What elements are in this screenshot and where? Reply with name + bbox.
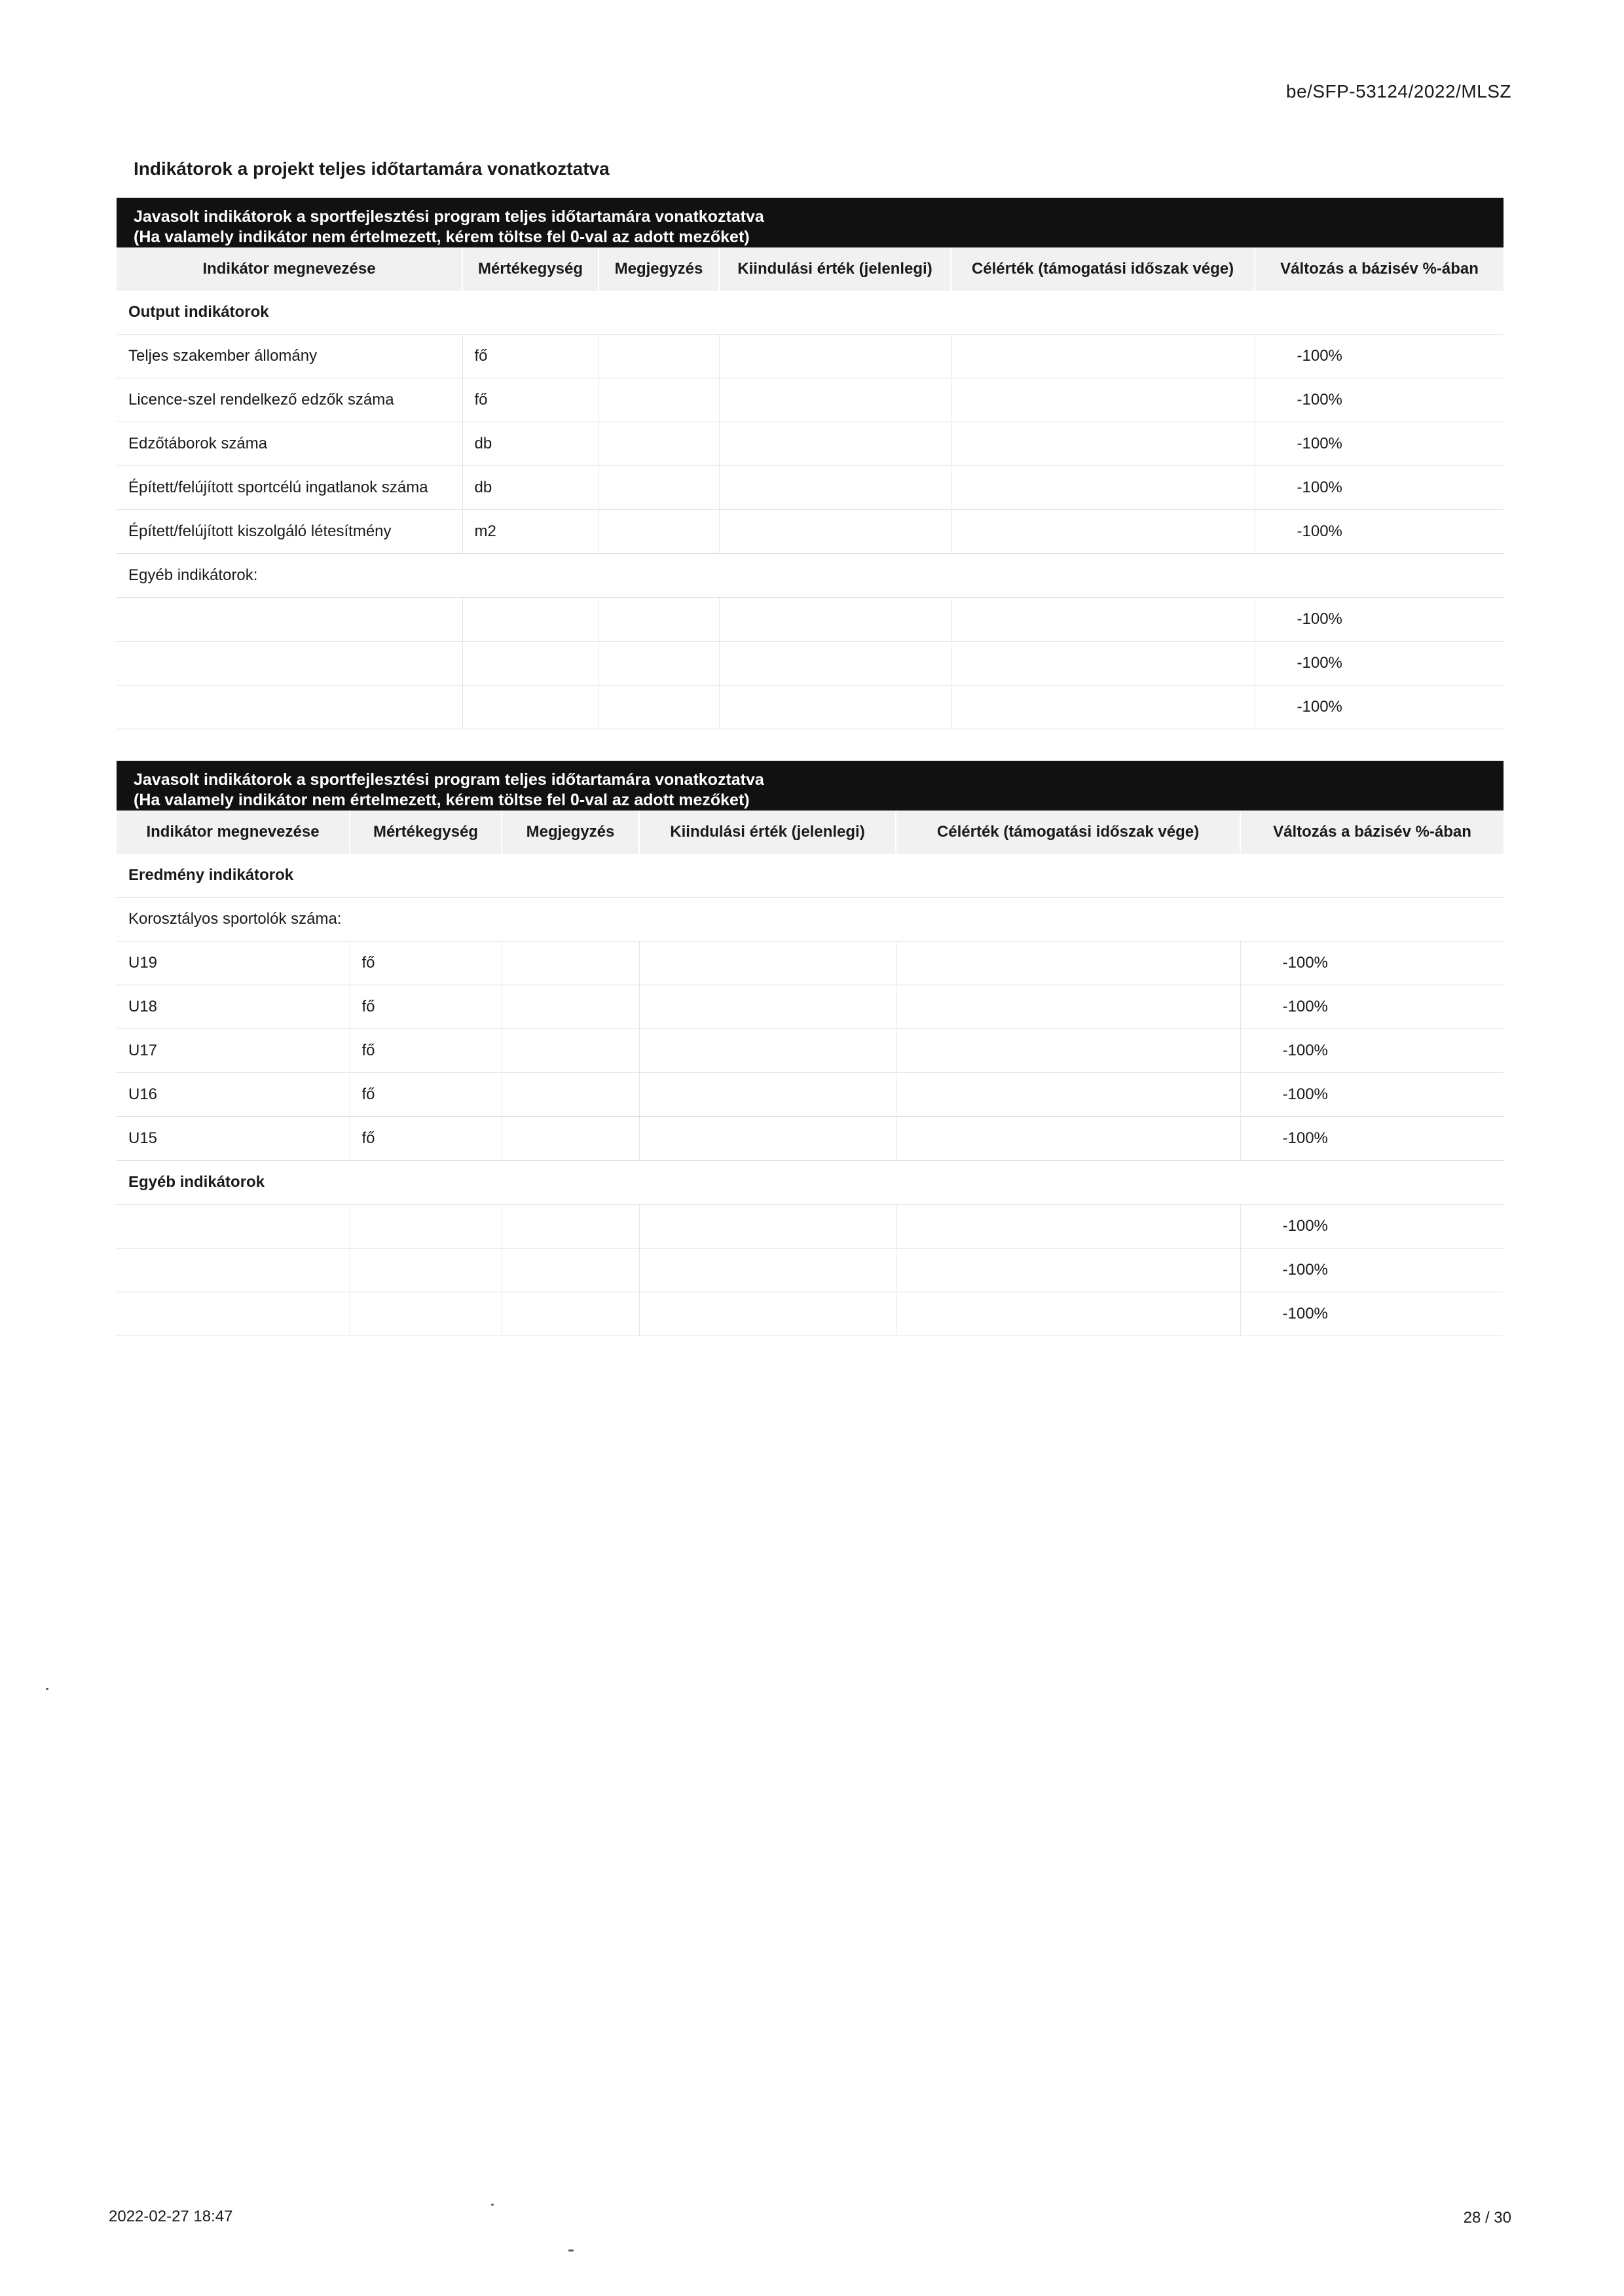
baseline-cell[interactable] — [719, 335, 951, 378]
baseline-cell[interactable] — [719, 422, 951, 466]
footer-page-number: 28 / 30 — [1463, 2209, 1511, 2227]
table-row — [117, 941, 1504, 985]
unit-cell[interactable] — [462, 642, 599, 685]
result-indicators-block — [117, 761, 1504, 1336]
target-cell[interactable] — [951, 466, 1255, 510]
output-indicators-block — [117, 198, 1504, 729]
column-header-row — [117, 811, 1504, 854]
baseline-cell[interactable] — [719, 378, 951, 422]
target-cell[interactable] — [951, 422, 1255, 466]
target-cell[interactable] — [896, 1205, 1240, 1248]
col-note: Megjegyzés — [502, 811, 639, 854]
table-header-banner — [117, 198, 1504, 247]
other-indicators-row — [117, 554, 1504, 598]
indicator-name: Licence-szel rendelkező edzők száma — [117, 378, 462, 422]
change-value: -100% — [1240, 1029, 1504, 1073]
target-cell[interactable] — [896, 1292, 1240, 1336]
page-title: Indikátorok a projekt teljes időtartamára vonatkoztatva — [134, 158, 610, 179]
baseline-cell[interactable] — [639, 1205, 896, 1248]
baseline-cell[interactable] — [639, 985, 896, 1029]
change-value: -100% — [1255, 466, 1504, 510]
baseline-cell[interactable] — [639, 1029, 896, 1073]
target-cell[interactable] — [951, 598, 1255, 642]
other-indicators-title: Egyéb indikátorok — [117, 1161, 1504, 1205]
note-cell[interactable] — [599, 642, 719, 685]
change-value: -100% — [1240, 941, 1504, 985]
target-cell[interactable] — [896, 1248, 1240, 1292]
col-baseline: Kiindulási érték (jelenlegi) — [639, 811, 896, 854]
age-group-row — [117, 898, 1504, 941]
scan-speck — [46, 1688, 48, 1690]
table-row — [117, 422, 1504, 466]
baseline-cell[interactable] — [719, 466, 951, 510]
col-change: Változás a bázisév %-ában — [1240, 811, 1504, 854]
note-cell[interactable] — [599, 685, 719, 729]
indicator-name-cell[interactable] — [117, 1292, 350, 1336]
banner-line-1: Javasolt indikátorok a sportfejlesztési program teljes időtartamára vonatkoztatva — [134, 208, 764, 226]
col-unit: Mértékegység — [350, 811, 502, 854]
section-row — [117, 854, 1504, 898]
target-cell[interactable] — [951, 685, 1255, 729]
change-value: -100% — [1255, 598, 1504, 642]
col-target: Célérték (támogatási időszak vége) — [951, 247, 1255, 291]
target-cell[interactable] — [951, 378, 1255, 422]
scan-speck — [568, 2250, 574, 2251]
indicator-unit: fő — [350, 985, 502, 1029]
unit-cell[interactable] — [350, 1205, 502, 1248]
target-cell[interactable] — [896, 985, 1240, 1029]
col-target: Célérték (támogatási időszak vége) — [896, 811, 1240, 854]
indicator-name-cell[interactable] — [117, 598, 462, 642]
table-row — [117, 1205, 1504, 1248]
footer-timestamp: 2022-02-27 18:47 — [109, 2208, 233, 2225]
col-indicator-name: Indikátor megnevezése — [117, 247, 462, 291]
unit-cell[interactable] — [462, 598, 599, 642]
indicator-name-cell[interactable] — [117, 1205, 350, 1248]
indicator-name: Épített/felújított sportcélú ingatlanok száma — [117, 466, 462, 510]
indicator-name-cell[interactable] — [117, 642, 462, 685]
indicator-name: Teljes szakember állomány — [117, 335, 462, 378]
note-cell[interactable] — [599, 466, 719, 510]
indicator-unit: fő — [350, 941, 502, 985]
change-value: -100% — [1240, 1073, 1504, 1117]
indicator-unit: fő — [462, 335, 599, 378]
note-cell[interactable] — [502, 1205, 639, 1248]
indicator-unit: fő — [350, 1117, 502, 1161]
indicator-unit: fő — [462, 378, 599, 422]
indicator-name: U17 — [117, 1029, 350, 1073]
table-row — [117, 378, 1504, 422]
note-cell[interactable] — [599, 422, 719, 466]
target-cell[interactable] — [951, 642, 1255, 685]
change-value: -100% — [1255, 422, 1504, 466]
note-cell[interactable] — [502, 1029, 639, 1073]
output-indicators-table — [117, 247, 1504, 729]
note-cell[interactable] — [502, 1292, 639, 1336]
table-row — [117, 985, 1504, 1029]
col-indicator-name: Indikátor megnevezése — [117, 811, 350, 854]
baseline-cell[interactable] — [639, 1073, 896, 1117]
banner-line-1: Javasolt indikátorok a sportfejlesztési program teljes időtartamára vonatkoztatva — [134, 771, 764, 789]
col-note: Megjegyzés — [599, 247, 719, 291]
note-cell[interactable] — [502, 1248, 639, 1292]
target-cell[interactable] — [896, 1029, 1240, 1073]
table-row — [117, 598, 1504, 642]
table-header-banner — [117, 761, 1504, 811]
indicator-name: U16 — [117, 1073, 350, 1117]
indicator-unit: fő — [350, 1029, 502, 1073]
baseline-cell[interactable] — [639, 1117, 896, 1161]
note-cell[interactable] — [599, 378, 719, 422]
target-cell[interactable] — [951, 510, 1255, 554]
document-reference: be/SFP-53124/2022/MLSZ — [1285, 81, 1511, 101]
note-cell[interactable] — [599, 598, 719, 642]
baseline-cell[interactable] — [719, 510, 951, 554]
unit-cell[interactable] — [350, 1292, 502, 1336]
baseline-cell[interactable] — [639, 1248, 896, 1292]
col-baseline: Kiindulási érték (jelenlegi) — [719, 247, 951, 291]
note-cell[interactable] — [502, 941, 639, 985]
indicator-name-cell[interactable] — [117, 1248, 350, 1292]
age-group-label: Korosztályos sportolók száma: — [117, 898, 1504, 941]
banner-line-2: (Ha valamely indikátor nem értelmezett, kérem töltse fel 0-val az adott mezőket) — [134, 228, 750, 246]
change-value: -100% — [1255, 378, 1504, 422]
unit-cell[interactable] — [350, 1248, 502, 1292]
change-value: -100% — [1240, 1292, 1504, 1336]
note-cell[interactable] — [599, 335, 719, 378]
table-row — [117, 335, 1504, 378]
other-indicators-row — [117, 1161, 1504, 1205]
indicator-name: U15 — [117, 1117, 350, 1161]
target-cell[interactable] — [951, 335, 1255, 378]
note-cell[interactable] — [502, 1073, 639, 1117]
baseline-cell[interactable] — [639, 1292, 896, 1336]
table-row — [117, 1117, 1504, 1161]
indicator-unit: fő — [350, 1073, 502, 1117]
indicator-name-cell[interactable] — [117, 685, 462, 729]
result-indicators-table — [117, 811, 1504, 1336]
change-value: -100% — [1240, 1205, 1504, 1248]
change-value: -100% — [1240, 1117, 1504, 1161]
table-row — [117, 1248, 1504, 1292]
scan-speck — [491, 2204, 494, 2206]
target-cell[interactable] — [896, 1117, 1240, 1161]
table-row — [117, 510, 1504, 554]
baseline-cell[interactable] — [719, 598, 951, 642]
change-value: -100% — [1240, 1248, 1504, 1292]
table-row — [117, 466, 1504, 510]
indicator-unit: db — [462, 422, 599, 466]
note-cell[interactable] — [502, 985, 639, 1029]
note-cell[interactable] — [599, 510, 719, 554]
section-title: Output indikátorok — [117, 291, 1504, 335]
table-row — [117, 685, 1504, 729]
baseline-cell[interactable] — [639, 941, 896, 985]
change-value: -100% — [1255, 510, 1504, 554]
table-row — [117, 1073, 1504, 1117]
table-row — [117, 1292, 1504, 1336]
indicator-name: Épített/felújított kiszolgáló létesítmény — [117, 510, 462, 554]
change-value: -100% — [1255, 335, 1504, 378]
change-value: -100% — [1240, 985, 1504, 1029]
target-cell[interactable] — [896, 1073, 1240, 1117]
change-value: -100% — [1255, 685, 1504, 729]
indicator-unit: db — [462, 466, 599, 510]
banner-line-2: (Ha valamely indikátor nem értelmezett, kérem töltse fel 0-val az adott mezőket) — [134, 791, 750, 809]
unit-cell[interactable] — [462, 685, 599, 729]
section-row — [117, 291, 1504, 335]
col-change: Változás a bázisév %-ában — [1255, 247, 1504, 291]
baseline-cell[interactable] — [719, 685, 951, 729]
other-indicators-label: Egyéb indikátorok: — [117, 554, 1504, 598]
indicator-name: Edzőtáborok száma — [117, 422, 462, 466]
indicator-name: U18 — [117, 985, 350, 1029]
change-value: -100% — [1255, 642, 1504, 685]
note-cell[interactable] — [502, 1117, 639, 1161]
table-row — [117, 1029, 1504, 1073]
col-unit: Mértékegység — [462, 247, 599, 291]
column-header-row — [117, 247, 1504, 291]
indicator-name: U19 — [117, 941, 350, 985]
indicator-unit: m2 — [462, 510, 599, 554]
target-cell[interactable] — [896, 941, 1240, 985]
table-row — [117, 642, 1504, 685]
baseline-cell[interactable] — [719, 642, 951, 685]
section-title: Eredmény indikátorok — [117, 854, 1504, 898]
